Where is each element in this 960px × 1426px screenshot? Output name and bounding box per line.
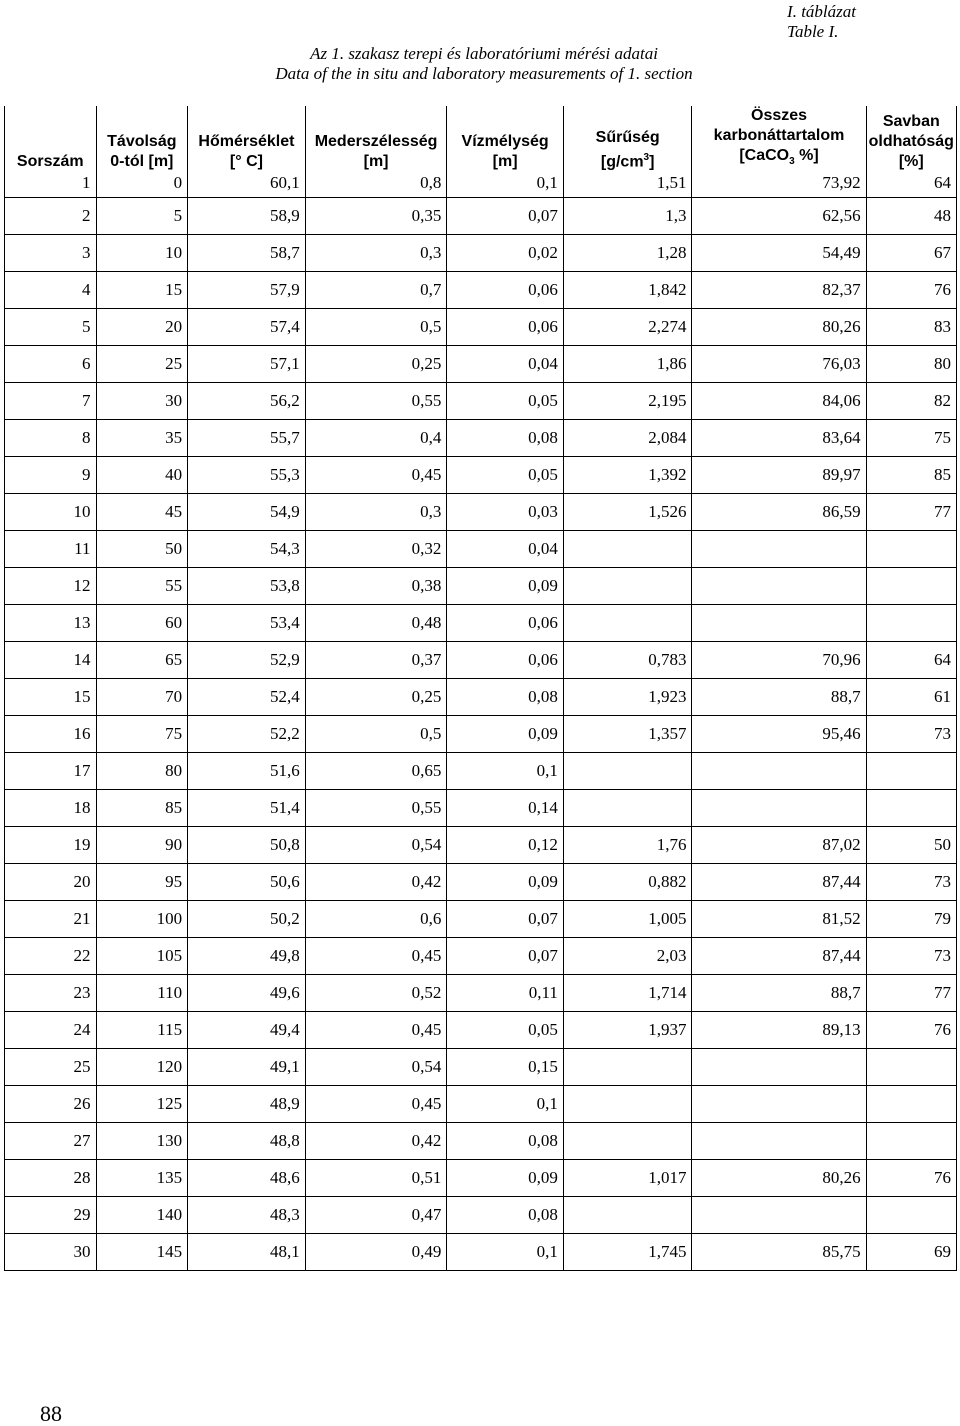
cell-homerseklet: 53,4 bbox=[188, 605, 306, 642]
table-row bbox=[5, 383, 957, 420]
cell-karbonat bbox=[692, 605, 866, 642]
cell-karbonat: 73,92 bbox=[692, 173, 866, 198]
cell-suruseg: 0,882 bbox=[563, 864, 692, 901]
cell-savban: 48 bbox=[866, 198, 956, 235]
cell-suruseg: 1,937 bbox=[563, 1012, 692, 1049]
cell-sorszam: 26 bbox=[5, 1086, 97, 1123]
table-row bbox=[5, 568, 957, 605]
cell-savban: 76 bbox=[866, 1012, 956, 1049]
cell-homerseklet: 58,9 bbox=[188, 198, 306, 235]
cell-sorszam: 18 bbox=[5, 790, 97, 827]
table-row bbox=[5, 531, 957, 568]
cell-tavolsag: 25 bbox=[96, 346, 188, 383]
cell-mederszelesseg: 0,42 bbox=[305, 864, 447, 901]
cell-suruseg bbox=[563, 1123, 692, 1160]
cell-suruseg: 1,392 bbox=[563, 457, 692, 494]
cell-tavolsag: 85 bbox=[96, 790, 188, 827]
cell-vizmelyseg: 0,06 bbox=[447, 272, 563, 309]
table-row bbox=[5, 1049, 957, 1086]
cell-homerseklet: 52,9 bbox=[188, 642, 306, 679]
cell-suruseg bbox=[563, 753, 692, 790]
cell-mederszelesseg: 0,47 bbox=[305, 1197, 447, 1234]
cell-homerseklet: 50,2 bbox=[188, 901, 306, 938]
table-row bbox=[5, 753, 957, 790]
measurement-table bbox=[4, 106, 957, 1271]
cell-suruseg: 1,745 bbox=[563, 1234, 692, 1271]
cell-sorszam: 25 bbox=[5, 1049, 97, 1086]
cell-homerseklet: 52,4 bbox=[188, 679, 306, 716]
cell-suruseg: 1,86 bbox=[563, 346, 692, 383]
cell-tavolsag: 45 bbox=[96, 494, 188, 531]
cell-suruseg: 1,28 bbox=[563, 235, 692, 272]
cell-sorszam: 14 bbox=[5, 642, 97, 679]
cell-homerseklet: 51,4 bbox=[188, 790, 306, 827]
table-row bbox=[5, 1012, 957, 1049]
header-homerseklet: Hőmérséklet [° C] bbox=[188, 106, 306, 173]
cell-mederszelesseg: 0,25 bbox=[305, 679, 447, 716]
caption-en: Data of the in situ and laboratory measurements of 1. section bbox=[275, 64, 693, 83]
cell-vizmelyseg: 0,09 bbox=[447, 568, 563, 605]
cell-karbonat bbox=[692, 753, 866, 790]
table-row bbox=[5, 716, 957, 753]
cell-suruseg: 2,03 bbox=[563, 938, 692, 975]
cell-savban: 79 bbox=[866, 901, 956, 938]
cell-mederszelesseg: 0,5 bbox=[305, 309, 447, 346]
cell-suruseg: 1,923 bbox=[563, 679, 692, 716]
cell-savban: 80 bbox=[866, 346, 956, 383]
cell-homerseklet: 51,6 bbox=[188, 753, 306, 790]
cell-mederszelesseg: 0,55 bbox=[305, 790, 447, 827]
cell-mederszelesseg: 0,5 bbox=[305, 716, 447, 753]
cell-tavolsag: 110 bbox=[96, 975, 188, 1012]
table-row bbox=[5, 827, 957, 864]
cell-vizmelyseg: 0,08 bbox=[447, 1123, 563, 1160]
cell-tavolsag: 55 bbox=[96, 568, 188, 605]
cell-sorszam: 22 bbox=[5, 938, 97, 975]
table-label bbox=[787, 2, 856, 42]
cell-suruseg bbox=[563, 1086, 692, 1123]
cell-sorszam: 23 bbox=[5, 975, 97, 1012]
header-mederszelesseg: Mederszélesség [m] bbox=[305, 106, 447, 173]
cell-savban bbox=[866, 753, 956, 790]
cell-karbonat: 95,46 bbox=[692, 716, 866, 753]
cell-tavolsag: 135 bbox=[96, 1160, 188, 1197]
cell-homerseklet: 54,9 bbox=[188, 494, 306, 531]
header-row bbox=[5, 106, 957, 173]
cell-tavolsag: 105 bbox=[96, 938, 188, 975]
cell-karbonat: 76,03 bbox=[692, 346, 866, 383]
table-row bbox=[5, 605, 957, 642]
cell-tavolsag: 35 bbox=[96, 420, 188, 457]
caption-hu: Az 1. szakasz terepi és laboratóriumi mérési adatai bbox=[310, 44, 658, 63]
cell-savban: 64 bbox=[866, 642, 956, 679]
table-row bbox=[5, 494, 957, 531]
cell-mederszelesseg: 0,48 bbox=[305, 605, 447, 642]
cell-mederszelesseg: 0,6 bbox=[305, 901, 447, 938]
cell-karbonat: 89,97 bbox=[692, 457, 866, 494]
cell-karbonat bbox=[692, 790, 866, 827]
cell-sorszam: 17 bbox=[5, 753, 97, 790]
cell-vizmelyseg: 0,05 bbox=[447, 383, 563, 420]
cell-savban: 82 bbox=[866, 383, 956, 420]
cell-karbonat: 85,75 bbox=[692, 1234, 866, 1271]
cell-vizmelyseg: 0,07 bbox=[447, 901, 563, 938]
table-row bbox=[5, 235, 957, 272]
table-row bbox=[5, 272, 957, 309]
cell-homerseklet: 55,3 bbox=[188, 457, 306, 494]
header-suruseg: Sűrűség $[g/cm^3]$ bbox=[563, 106, 692, 173]
header-savban: Savban oldhatóság [%] bbox=[866, 106, 956, 173]
cell-karbonat: 87,02 bbox=[692, 827, 866, 864]
table-row bbox=[5, 1123, 957, 1160]
cell-sorszam: 9 bbox=[5, 457, 97, 494]
cell-savban: 73 bbox=[866, 864, 956, 901]
cell-suruseg: 1,51 bbox=[563, 173, 692, 198]
cell-mederszelesseg: 0,51 bbox=[305, 1160, 447, 1197]
cell-tavolsag: 100 bbox=[96, 901, 188, 938]
table-row bbox=[5, 309, 957, 346]
cell-vizmelyseg: 0,1 bbox=[447, 753, 563, 790]
cell-sorszam: 16 bbox=[5, 716, 97, 753]
cell-karbonat: 81,52 bbox=[692, 901, 866, 938]
cell-mederszelesseg: 0,25 bbox=[305, 346, 447, 383]
cell-sorszam: 12 bbox=[5, 568, 97, 605]
cell-savban bbox=[866, 790, 956, 827]
cell-mederszelesseg: 0,7 bbox=[305, 272, 447, 309]
table-row bbox=[5, 1086, 957, 1123]
cell-homerseklet: 48,1 bbox=[188, 1234, 306, 1271]
cell-vizmelyseg: 0,05 bbox=[447, 1012, 563, 1049]
cell-karbonat: 84,06 bbox=[692, 383, 866, 420]
cell-savban bbox=[866, 1123, 956, 1160]
cell-mederszelesseg: 0,49 bbox=[305, 1234, 447, 1271]
table-caption bbox=[240, 44, 728, 84]
cell-mederszelesseg: 0,32 bbox=[305, 531, 447, 568]
cell-mederszelesseg: 0,54 bbox=[305, 827, 447, 864]
cell-sorszam: 11 bbox=[5, 531, 97, 568]
cell-sorszam: 10 bbox=[5, 494, 97, 531]
cell-mederszelesseg: 0,35 bbox=[305, 198, 447, 235]
cell-savban: 75 bbox=[866, 420, 956, 457]
cell-sorszam: 2 bbox=[5, 198, 97, 235]
cell-sorszam: 20 bbox=[5, 864, 97, 901]
cell-savban: 64 bbox=[866, 173, 956, 198]
cell-karbonat: 86,59 bbox=[692, 494, 866, 531]
cell-karbonat: 82,37 bbox=[692, 272, 866, 309]
table-row bbox=[5, 790, 957, 827]
cell-savban: 83 bbox=[866, 309, 956, 346]
cell-sorszam: 3 bbox=[5, 235, 97, 272]
cell-sorszam: 27 bbox=[5, 1123, 97, 1160]
cell-homerseklet: 49,4 bbox=[188, 1012, 306, 1049]
cell-mederszelesseg: 0,45 bbox=[305, 1086, 447, 1123]
cell-sorszam: 5 bbox=[5, 309, 97, 346]
cell-karbonat: 88,7 bbox=[692, 679, 866, 716]
cell-suruseg bbox=[563, 605, 692, 642]
table-label-en: Table I. bbox=[787, 22, 839, 41]
cell-tavolsag: 75 bbox=[96, 716, 188, 753]
cell-sorszam: 6 bbox=[5, 346, 97, 383]
cell-vizmelyseg: 0,06 bbox=[447, 642, 563, 679]
cell-tavolsag: 5 bbox=[96, 198, 188, 235]
cell-vizmelyseg: 0,1 bbox=[447, 173, 563, 198]
cell-suruseg: 2,084 bbox=[563, 420, 692, 457]
cell-tavolsag: 10 bbox=[96, 235, 188, 272]
cell-sorszam: 8 bbox=[5, 420, 97, 457]
header-vizmelyseg: Vízmélység [m] bbox=[447, 106, 563, 173]
cell-homerseklet: 48,6 bbox=[188, 1160, 306, 1197]
cell-tavolsag: 140 bbox=[96, 1197, 188, 1234]
cell-karbonat bbox=[692, 1197, 866, 1234]
cell-savban: 67 bbox=[866, 235, 956, 272]
cell-suruseg: 1,017 bbox=[563, 1160, 692, 1197]
table-row bbox=[5, 1160, 957, 1197]
cell-suruseg bbox=[563, 790, 692, 827]
cell-savban bbox=[866, 1086, 956, 1123]
cell-karbonat: 89,13 bbox=[692, 1012, 866, 1049]
cell-savban: 69 bbox=[866, 1234, 956, 1271]
table-row bbox=[5, 975, 957, 1012]
cell-tavolsag: 30 bbox=[96, 383, 188, 420]
table-row bbox=[5, 1234, 957, 1271]
cell-sorszam: 28 bbox=[5, 1160, 97, 1197]
table-row bbox=[5, 420, 957, 457]
cell-tavolsag: 20 bbox=[96, 309, 188, 346]
cell-vizmelyseg: 0,1 bbox=[447, 1086, 563, 1123]
cell-homerseklet: 48,8 bbox=[188, 1123, 306, 1160]
cell-savban: 73 bbox=[866, 716, 956, 753]
cell-tavolsag: 80 bbox=[96, 753, 188, 790]
cell-homerseklet: 49,8 bbox=[188, 938, 306, 975]
cell-vizmelyseg: 0,03 bbox=[447, 494, 563, 531]
cell-tavolsag: 90 bbox=[96, 827, 188, 864]
cell-vizmelyseg: 0,14 bbox=[447, 790, 563, 827]
cell-tavolsag: 125 bbox=[96, 1086, 188, 1123]
cell-karbonat bbox=[692, 1086, 866, 1123]
table-row bbox=[5, 198, 957, 235]
cell-vizmelyseg: 0,06 bbox=[447, 605, 563, 642]
cell-homerseklet: 54,3 bbox=[188, 531, 306, 568]
cell-mederszelesseg: 0,45 bbox=[305, 457, 447, 494]
cell-tavolsag: 95 bbox=[96, 864, 188, 901]
cell-vizmelyseg: 0,04 bbox=[447, 346, 563, 383]
cell-savban bbox=[866, 568, 956, 605]
page-number: 88 bbox=[40, 1401, 62, 1426]
table-row bbox=[5, 1197, 957, 1234]
cell-sorszam: 19 bbox=[5, 827, 97, 864]
cell-karbonat bbox=[692, 1123, 866, 1160]
cell-vizmelyseg: 0,07 bbox=[447, 938, 563, 975]
cell-karbonat bbox=[692, 568, 866, 605]
table-row bbox=[5, 864, 957, 901]
cell-tavolsag: 120 bbox=[96, 1049, 188, 1086]
table-row bbox=[5, 173, 957, 198]
cell-homerseklet: 48,3 bbox=[188, 1197, 306, 1234]
table-row bbox=[5, 457, 957, 494]
cell-karbonat: 87,44 bbox=[692, 864, 866, 901]
cell-savban bbox=[866, 531, 956, 568]
cell-mederszelesseg: 0,54 bbox=[305, 1049, 447, 1086]
cell-mederszelesseg: 0,55 bbox=[305, 383, 447, 420]
header-karbonat: Összes karbonáttartalom [CaCO$_3$ %] bbox=[692, 106, 866, 173]
cell-homerseklet: 48,9 bbox=[188, 1086, 306, 1123]
cell-vizmelyseg: 0,08 bbox=[447, 1197, 563, 1234]
cell-mederszelesseg: 0,38 bbox=[305, 568, 447, 605]
cell-mederszelesseg: 0,45 bbox=[305, 1012, 447, 1049]
table-row bbox=[5, 679, 957, 716]
cell-homerseklet: 50,6 bbox=[188, 864, 306, 901]
cell-homerseklet: 49,6 bbox=[188, 975, 306, 1012]
cell-savban: 76 bbox=[866, 1160, 956, 1197]
cell-savban bbox=[866, 1049, 956, 1086]
header-tavolsag: Távolság 0-tól [m] bbox=[96, 106, 188, 173]
cell-savban bbox=[866, 605, 956, 642]
cell-vizmelyseg: 0,02 bbox=[447, 235, 563, 272]
cell-sorszam: 1 bbox=[5, 173, 97, 198]
cell-vizmelyseg: 0,1 bbox=[447, 1234, 563, 1271]
cell-vizmelyseg: 0,05 bbox=[447, 457, 563, 494]
cell-tavolsag: 70 bbox=[96, 679, 188, 716]
cell-suruseg bbox=[563, 531, 692, 568]
cell-savban: 61 bbox=[866, 679, 956, 716]
cell-suruseg: 2,274 bbox=[563, 309, 692, 346]
cell-tavolsag: 130 bbox=[96, 1123, 188, 1160]
cell-mederszelesseg: 0,8 bbox=[305, 173, 447, 198]
cell-tavolsag: 145 bbox=[96, 1234, 188, 1271]
cell-sorszam: 30 bbox=[5, 1234, 97, 1271]
cell-mederszelesseg: 0,3 bbox=[305, 235, 447, 272]
cell-mederszelesseg: 0,65 bbox=[305, 753, 447, 790]
cell-suruseg: 1,842 bbox=[563, 272, 692, 309]
cell-suruseg: 2,195 bbox=[563, 383, 692, 420]
cell-vizmelyseg: 0,04 bbox=[447, 531, 563, 568]
cell-suruseg: 0,783 bbox=[563, 642, 692, 679]
cell-tavolsag: 60 bbox=[96, 605, 188, 642]
cell-suruseg bbox=[563, 568, 692, 605]
cell-mederszelesseg: 0,3 bbox=[305, 494, 447, 531]
cell-karbonat bbox=[692, 1049, 866, 1086]
cell-suruseg: 1,526 bbox=[563, 494, 692, 531]
cell-suruseg: 1,357 bbox=[563, 716, 692, 753]
cell-homerseklet: 55,7 bbox=[188, 420, 306, 457]
cell-tavolsag: 50 bbox=[96, 531, 188, 568]
cell-karbonat: 80,26 bbox=[692, 309, 866, 346]
cell-sorszam: 4 bbox=[5, 272, 97, 309]
table-row bbox=[5, 346, 957, 383]
cell-savban: 85 bbox=[866, 457, 956, 494]
cell-sorszam: 24 bbox=[5, 1012, 97, 1049]
cell-vizmelyseg: 0,15 bbox=[447, 1049, 563, 1086]
cell-vizmelyseg: 0,09 bbox=[447, 1160, 563, 1197]
cell-sorszam: 29 bbox=[5, 1197, 97, 1234]
cell-tavolsag: 0 bbox=[96, 173, 188, 198]
cell-sorszam: 21 bbox=[5, 901, 97, 938]
cell-karbonat bbox=[692, 531, 866, 568]
cell-karbonat: 80,26 bbox=[692, 1160, 866, 1197]
table-row bbox=[5, 642, 957, 679]
cell-vizmelyseg: 0,12 bbox=[447, 827, 563, 864]
cell-homerseklet: 58,7 bbox=[188, 235, 306, 272]
cell-mederszelesseg: 0,4 bbox=[305, 420, 447, 457]
cell-homerseklet: 53,8 bbox=[188, 568, 306, 605]
cell-vizmelyseg: 0,09 bbox=[447, 864, 563, 901]
cell-tavolsag: 65 bbox=[96, 642, 188, 679]
cell-homerseklet: 57,9 bbox=[188, 272, 306, 309]
cell-sorszam: 15 bbox=[5, 679, 97, 716]
cell-mederszelesseg: 0,42 bbox=[305, 1123, 447, 1160]
cell-vizmelyseg: 0,07 bbox=[447, 198, 563, 235]
cell-karbonat: 62,56 bbox=[692, 198, 866, 235]
table-label-hu: I. táblázat bbox=[787, 2, 856, 21]
table-row bbox=[5, 938, 957, 975]
cell-savban: 77 bbox=[866, 494, 956, 531]
cell-tavolsag: 40 bbox=[96, 457, 188, 494]
cell-karbonat: 70,96 bbox=[692, 642, 866, 679]
cell-savban: 77 bbox=[866, 975, 956, 1012]
table-body bbox=[5, 173, 957, 1271]
cell-suruseg: 1,3 bbox=[563, 198, 692, 235]
cell-mederszelesseg: 0,52 bbox=[305, 975, 447, 1012]
cell-homerseklet: 57,1 bbox=[188, 346, 306, 383]
cell-vizmelyseg: 0,08 bbox=[447, 679, 563, 716]
cell-savban: 50 bbox=[866, 827, 956, 864]
cell-homerseklet: 57,4 bbox=[188, 309, 306, 346]
cell-homerseklet: 60,1 bbox=[188, 173, 306, 198]
cell-karbonat: 83,64 bbox=[692, 420, 866, 457]
cell-vizmelyseg: 0,11 bbox=[447, 975, 563, 1012]
cell-suruseg bbox=[563, 1197, 692, 1234]
cell-suruseg: 1,005 bbox=[563, 901, 692, 938]
cell-homerseklet: 52,2 bbox=[188, 716, 306, 753]
cell-vizmelyseg: 0,08 bbox=[447, 420, 563, 457]
cell-homerseklet: 56,2 bbox=[188, 383, 306, 420]
cell-tavolsag: 15 bbox=[96, 272, 188, 309]
cell-sorszam: 13 bbox=[5, 605, 97, 642]
cell-sorszam: 7 bbox=[5, 383, 97, 420]
cell-savban: 73 bbox=[866, 938, 956, 975]
cell-suruseg: 1,714 bbox=[563, 975, 692, 1012]
cell-vizmelyseg: 0,06 bbox=[447, 309, 563, 346]
cell-karbonat: 87,44 bbox=[692, 938, 866, 975]
cell-mederszelesseg: 0,45 bbox=[305, 938, 447, 975]
cell-tavolsag: 115 bbox=[96, 1012, 188, 1049]
header-sorszam: Sorszám bbox=[5, 106, 97, 173]
cell-homerseklet: 50,8 bbox=[188, 827, 306, 864]
cell-savban: 76 bbox=[866, 272, 956, 309]
cell-savban bbox=[866, 1197, 956, 1234]
cell-mederszelesseg: 0,37 bbox=[305, 642, 447, 679]
cell-vizmelyseg: 0,09 bbox=[447, 716, 563, 753]
cell-suruseg: 1,76 bbox=[563, 827, 692, 864]
cell-karbonat: 88,7 bbox=[692, 975, 866, 1012]
table-row bbox=[5, 901, 957, 938]
cell-karbonat: 54,49 bbox=[692, 235, 866, 272]
cell-homerseklet: 49,1 bbox=[188, 1049, 306, 1086]
cell-suruseg bbox=[563, 1049, 692, 1086]
